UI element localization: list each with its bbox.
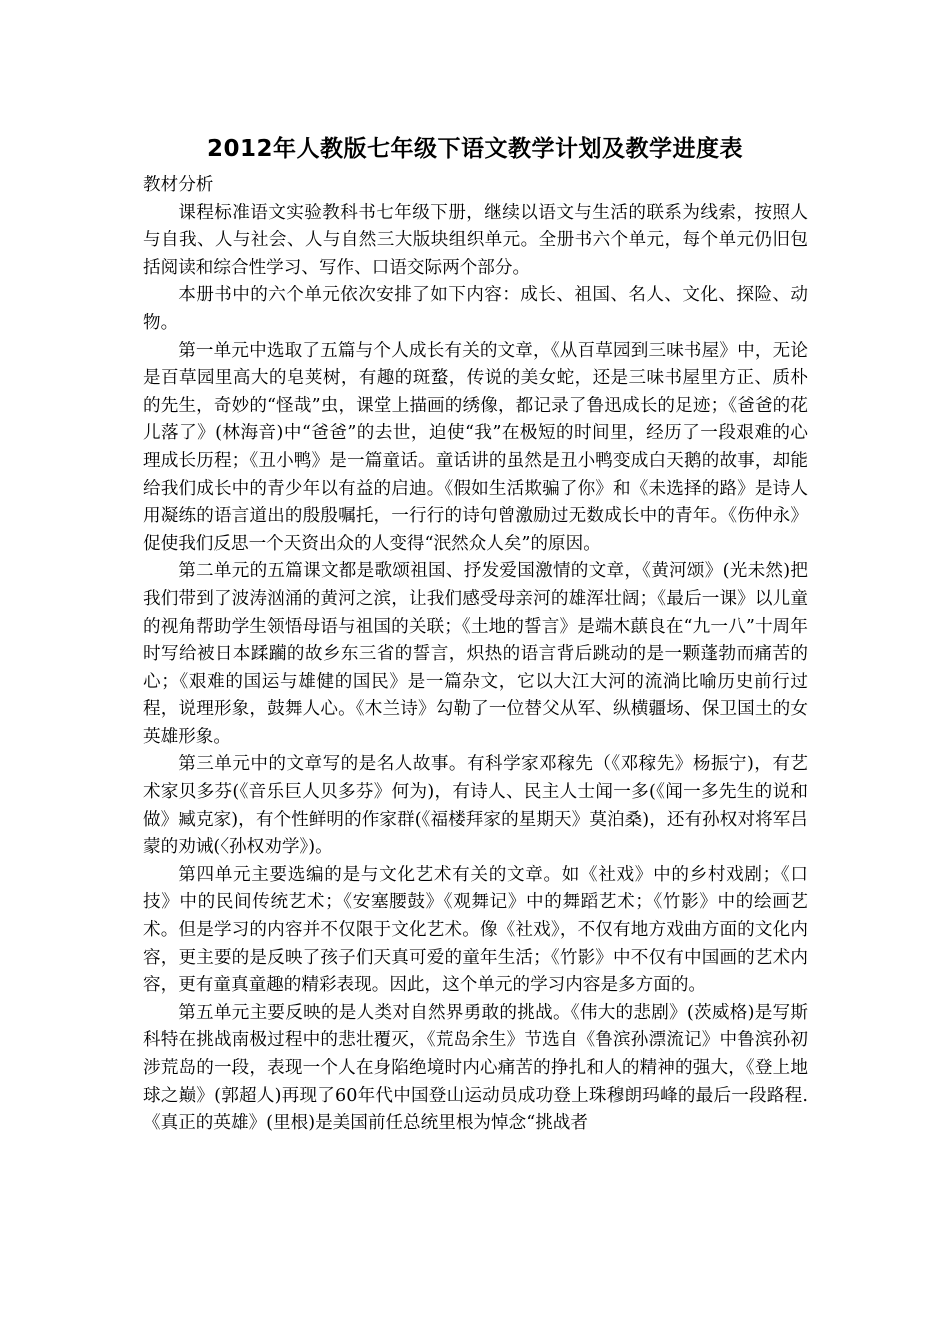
document-title: 2012年人教版七年级下语文教学计划及教学进度表: [206, 136, 743, 162]
paragraph-unit-5: 第五单元主要反映的是人类对自然界勇敢的挑战。《伟大的悲剧》(茨威格)是写斯科特在挑战南极过程中的悲壮覆灭，《荒岛余生》节选自《鲁滨孙漂流记》中鲁滨孙初涉荒岛的一段，表现一个人在身陷绝境时内心痛苦的挣扎和人的精神的强大，《登上地球之巅》(郭超人)再现了60年代中国登山运动员成功登上珠穆朗玛峰的最后一段路程. 《真正的英雄》(里根)是美国前任总统里根为悼念“挑战者: [143, 1002, 808, 1134]
document-body: [143, 172, 808, 1138]
paragraph-unit-2: 第二单元的五篇课文都是歌颂祖国、抒发爱国激情的文章，《黄河颂》(光未然)把我们带到了波涛汹涌的黄河之滨，让我们感受母亲河的雄浑壮阔；《最后一课》以儿童的视角帮助学生领悟母语与祖国的关联；《土地的誓言》是端木蕻良在“九一八”十周年时写给被日本蹂躏的故乡东三省的誓言，炽热的语言背后跳动的是一颗蓬勃而痛苦的心；《艰难的国运与雄健的国民》是一篇杂文，它以大江大河的流淌比喻历史前行过程，说理形象，鼓舞人心。《木兰诗》勾勒了一位替父从军、纵横疆场、保卫国土的女英雄形象。: [143, 561, 808, 747]
paragraph-unit-overview: 本册书中的六个单元依次安排了如下内容：成长、祖国、名人、文化、探险、动物。: [143, 285, 808, 333]
paragraph-intro: 课程标准语文实验教科书七年级下册，继续以语文与生活的联系为线索，按照人与自我、人与社会、人与自然三大版块组织单元。全册书六个单元，每个单元仍旧包括阅读和综合性学习、写作、口语交际两个部分。: [143, 202, 808, 278]
section-heading: 教材分析: [143, 175, 214, 195]
paragraph-unit-4: 第四单元主要选编的是与文化艺术有关的文章。如《社戏》中的乡村戏剧；《口技》中的民间传统艺术；《安塞腰鼓》《观舞记》中的舞蹈艺术；《竹影》中的绘画艺术。但是学习的内容并不仅限于文化艺术。像《社戏》，不仅有地方戏曲方面的文化内容，更主要的是反映了孩子们天真可爱的童年生活；《竹影》中不仅有中国画的艺术内容，更有童真童趣的精彩表现。因此，这个单元的学习内容是多方面的。: [143, 864, 808, 996]
paragraph-unit-1: 第一单元中选取了五篇与个人成长有关的文章，《从百草园到三味书屋》中，无论是百草园里高大的皂荚树，有趣的斑蝥，传说的美女蛇，还是三味书屋里方正、质朴的先生，奇妙的“怪哉”虫，课堂上描画的绣像，都记录了鲁迅成长的足迹；《爸爸的花儿落了》(林海音)中“爸爸”的去世，迫使“我”在极短的时间里，经历了一段艰难的心理成长历程；《丑小鸭》是一篇童话。童话讲的虽然是丑小鸭变成白天鹅的故事，却能给我们成长中的青少年以有益的启迪。《假如生活欺骗了你》和《未选择的路》是诗人用凝练的语言道出的殷殷嘱托，一行行的诗句曾激励过无数成长中的青年。《伤仲永》促使我们反思一个天资出众的人变得“泯然众人矣”的原因。: [143, 340, 808, 554]
paragraph-unit-3: 第三单元中的文章写的是名人故事。有科学家邓稼先（《邓稼先》杨振宁)，有艺术家贝多芬(《音乐巨人贝多芬》何为)，有诗人、民主人士闻一多(《闻一多先生的说和做》臧克家)，有个性鲜明的作家群(《福楼拜家的星期天》莫泊桑)，还有孙权对将军吕蒙的劝诫(〈孙权劝学》)。: [143, 754, 808, 858]
